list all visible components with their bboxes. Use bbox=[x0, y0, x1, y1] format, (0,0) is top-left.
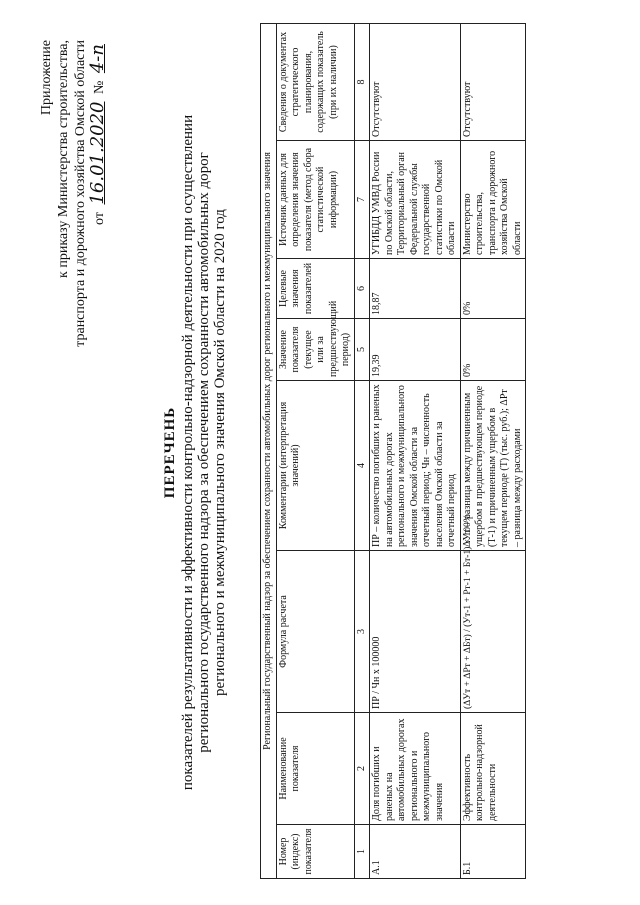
subtitle-line-2: регионального государственного надзора за обеспечением сохранности автомобильных дорог bbox=[196, 152, 212, 753]
header-formula: Формула расчета bbox=[276, 551, 354, 713]
subtitle-line-3: регионального и межмуниципального значения Омской области на 2020 год bbox=[212, 209, 228, 696]
document-heading: ПЕРЕЧЕНЬ bbox=[162, 406, 178, 499]
column-number: 4 bbox=[354, 381, 370, 551]
column-number: 8 bbox=[354, 23, 370, 140]
cell-name: Доля погибших и раненых на автомобильных дорогах регионального и межмуниципального значения bbox=[370, 713, 461, 825]
cell-target: 18,87 bbox=[370, 259, 461, 319]
header-value: Значение показателя (текущее или за предшествующий период) bbox=[276, 319, 354, 381]
column-number: 5 bbox=[354, 319, 370, 381]
appendix-block bbox=[38, 40, 108, 347]
cell-docs: Отсутствуют bbox=[370, 23, 461, 140]
cell-value: 0% bbox=[460, 319, 526, 381]
cell-docs: Отсутствуют bbox=[460, 23, 526, 140]
cell-formula: ПР / Чн х 100000 bbox=[370, 551, 461, 713]
appendix-date-line bbox=[89, 40, 108, 347]
order-number: 4-п bbox=[87, 44, 108, 74]
table-row bbox=[370, 23, 461, 878]
header-docs: Сведения о документах стратегического планирования, содержащих показатель (при их наличии) bbox=[276, 23, 354, 140]
subtitle-line-1: показателей результативности и эффективности контрольно-надзорной деятельности при осуществлении bbox=[180, 114, 196, 791]
cell-value: 19,39 bbox=[370, 319, 461, 381]
column-number: 2 bbox=[354, 713, 370, 825]
cell-formula: (ΔУт + ΔРт + ΔБт) / (Ут-1 + Рт-1 + Бт-1) × 100% bbox=[460, 551, 526, 713]
header-target: Целевые значения показателей bbox=[276, 259, 354, 319]
cell-index: Б.1 bbox=[460, 825, 526, 879]
header-comment: Комментарии (интерпретация значений) bbox=[276, 381, 354, 551]
table-row bbox=[460, 23, 526, 878]
indicators-table bbox=[260, 23, 526, 879]
appendix-label: Приложение bbox=[39, 40, 54, 116]
column-number: 3 bbox=[354, 551, 370, 713]
cell-index: А.1 bbox=[370, 825, 461, 879]
column-number: 7 bbox=[354, 141, 370, 259]
column-number: 1 bbox=[354, 825, 370, 879]
cell-source: Министерство строительства, транспорта и дорожного хозяйства Омской области bbox=[460, 141, 526, 259]
number-label: № bbox=[92, 80, 107, 94]
order-date: 16.01.2020 bbox=[87, 101, 108, 205]
document-subtitle bbox=[180, 0, 228, 905]
appendix-order-line: к приказу Министерства строительства, bbox=[56, 40, 71, 278]
cell-source: УГИБДД УМВД России по Омской области, Территориальный орган Федеральной службы государственной статистики по Омской области bbox=[370, 141, 461, 259]
header-source: Источник данных для определения значения показателя (метод сбора статистической информации) bbox=[276, 141, 354, 259]
section-header: Региональный государственный надзор за обеспечением сохранности автомобильных дорог регионального и межмуниципального значения bbox=[261, 23, 277, 878]
header-index: Номер (индекс) показателя bbox=[276, 825, 354, 879]
cell-target: 0% bbox=[460, 259, 526, 319]
cell-comment: ΔУт – разница между причиненным ущербом в предшествующем периоде (Т-1) и причиненным ущербом в текущем периоде (Т) (тыс. руб.); ΔРт – разница между расходами bbox=[460, 381, 526, 551]
cell-name: Эффективность контрольно-надзорной деятельности bbox=[460, 713, 526, 825]
appendix-ministry-line: транспорта и дорожного хозяйства Омской области bbox=[73, 40, 88, 347]
column-number: 6 bbox=[354, 259, 370, 319]
from-label: от bbox=[92, 212, 107, 225]
cell-comment: ПР – количество погибших и раненых на автомобильных дорогах регионального и межмуниципального значения Омской области за отчетный период; Чн – численность населения Омской области за отчетный период bbox=[370, 381, 461, 551]
header-name: Наименование показателя bbox=[276, 713, 354, 825]
